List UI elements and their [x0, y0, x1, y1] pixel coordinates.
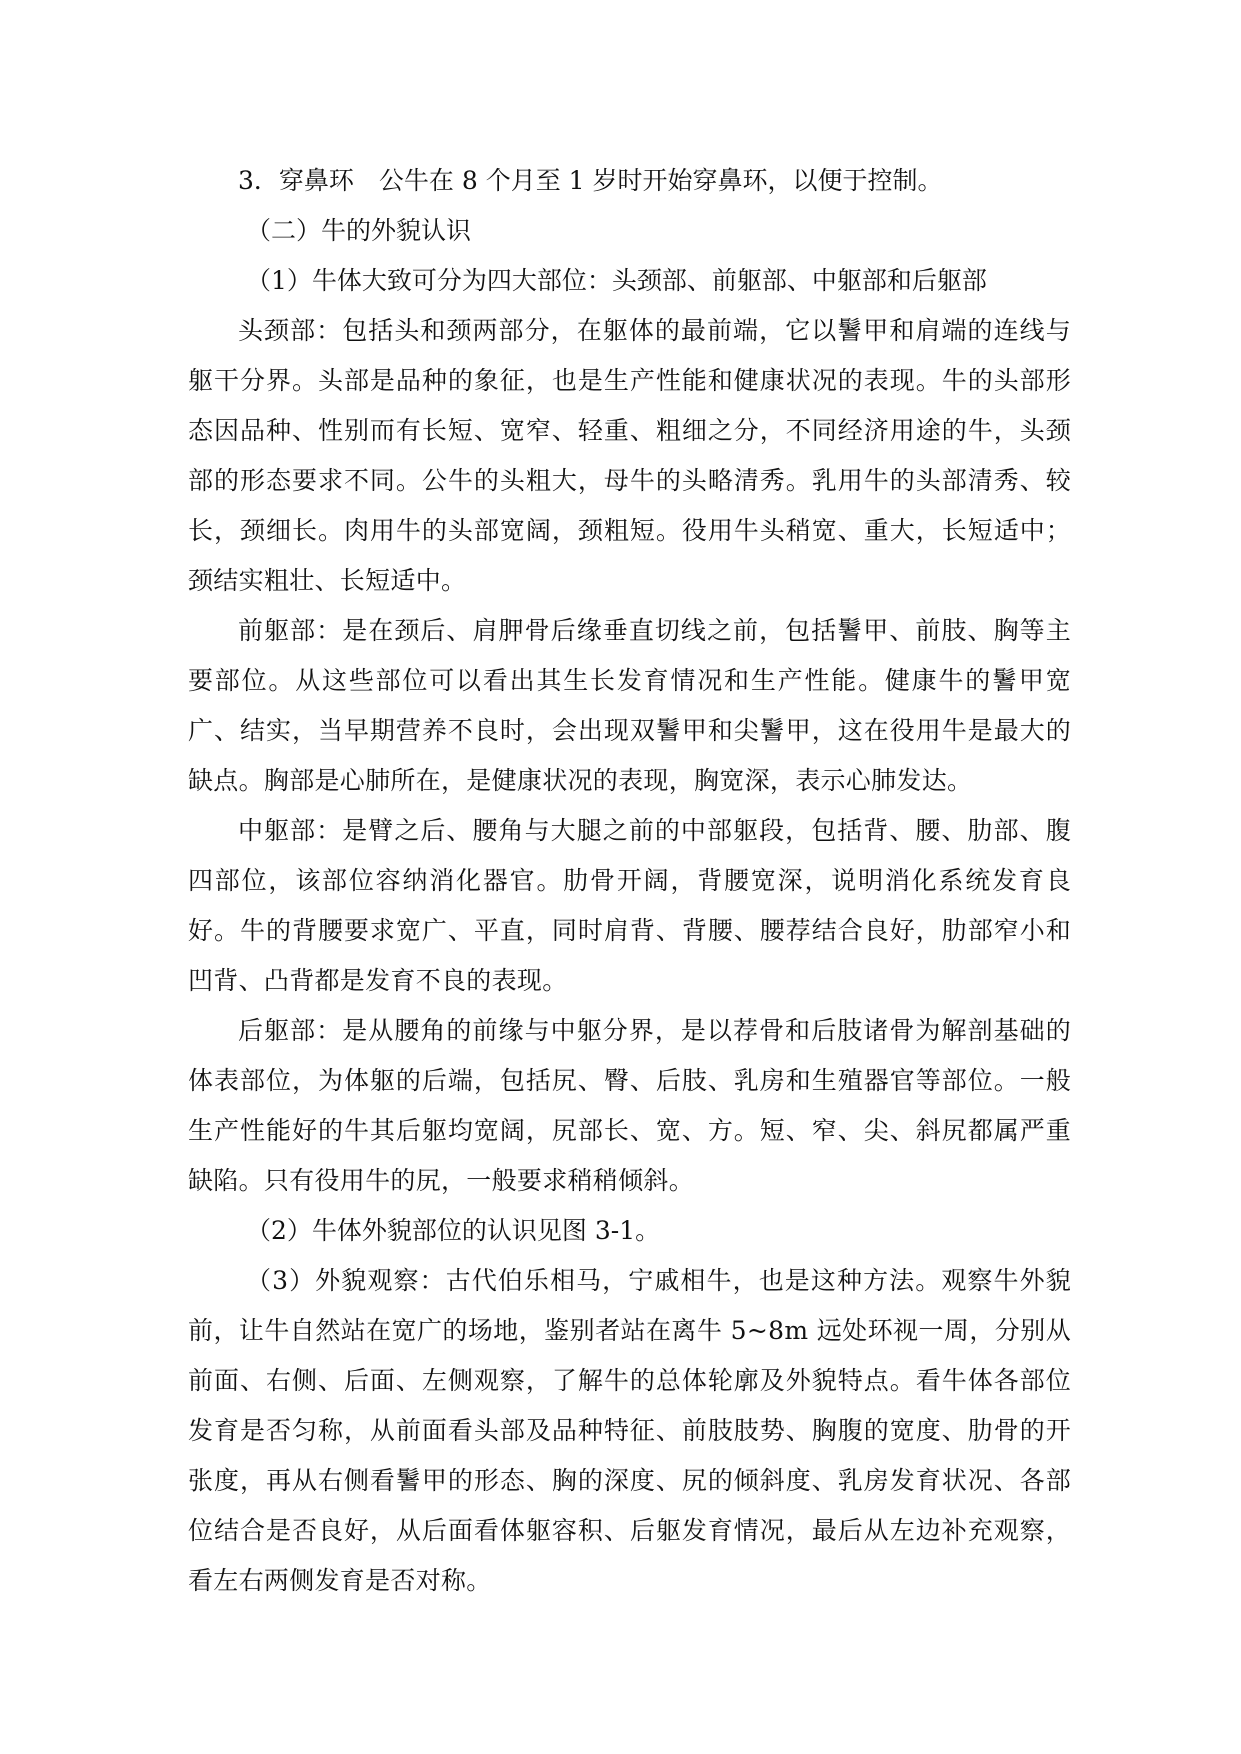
section-heading: （二）牛的外貌认识 — [246, 216, 472, 245]
paragraph-nose-ring: 3．穿鼻环 公牛在 8 个月至 1 岁时开始穿鼻环，以便于控制。 — [238, 166, 943, 195]
list-item-2: （2）牛体外貌部位的认识见图 3-1。 — [246, 1216, 661, 1245]
list-item-1: （1）牛体大致可分为四大部位：头颈部、前躯部、中躯部和后躯部 — [246, 266, 987, 295]
paragraph-item-3: （3）外貌观察：古代伯乐相马，宁戚相牛，也是这种方法。观察牛外貌前，让牛自然站在宽广的场地，鉴别者站在离牛 5~8m 远处环视一周，分别从前面、右侧、后面、左侧观察，了解牛的总体轮廓及外貌特点。看牛体各部位发育是否匀称，从前面看头部及品种特征、前肢肢势、胸腹的宽度、肋骨的开张度，再从右侧看鬐甲的形态、胸的深度、尻的倾斜度、乳房发育状况、各部位结合是否良好，从后面看体躯容积、后躯发育情况，最后从左边补充观察，看左右两侧发育是否对称。 — [188, 1266, 1071, 1595]
paragraph-midquarter: 中躯部：是臂之后、腰角与大腿之前的中部躯段，包括背、腰、肋部、腹四部位，该部位容纳消化器官。肋骨开阔，背腰宽深，说明消化系统发育良好。牛的背腰要求宽广、平直，同时肩背、背腰、腰荐结合良好，肋部窄小和凹背、凸背都是发育不良的表现。 — [188, 816, 1071, 995]
paragraph-head-neck: 头颈部：包括头和颈两部分，在躯体的最前端，它以鬐甲和肩端的连线与躯干分界。头部是品种的象征，也是生产性能和健康状况的表现。牛的头部形态因品种、性别而有长短、宽窄、轻重、粗细之分，不同经济用途的牛，头颈部的形态要求不同。公牛的头粗大，母牛的头略清秀。乳用牛的头部清秀、较长，颈细长。肉用牛的头部宽阔，颈粗短。役用牛头稍宽、重大，长短适中；颈结实粗壮、长短适中。 — [188, 316, 1071, 595]
paragraph-hindquarter: 后躯部：是从腰角的前缘与中躯分界，是以荐骨和后肢诸骨为解剖基础的体表部位，为体躯的后端，包括尻、臀、后肢、乳房和生殖器官等部位。一般生产性能好的牛其后躯均宽阔，尻部长、宽、方。短、窄、尖、斜尻都属严重缺陷。只有役用牛的尻，一般要求稍稍倾斜。 — [188, 1016, 1071, 1195]
paragraph-forequarter: 前躯部：是在颈后、肩胛骨后缘垂直切线之前，包括鬐甲、前肢、胸等主要部位。从这些部位可以看出其生长发育情况和生产性能。健康牛的鬐甲宽广、结实，当早期营养不良时，会出现双鬐甲和尖鬐甲，这在役用牛是最大的缺点。胸部是心肺所在，是健康状况的表现，胸宽深，表示心肺发达。 — [188, 616, 1071, 795]
